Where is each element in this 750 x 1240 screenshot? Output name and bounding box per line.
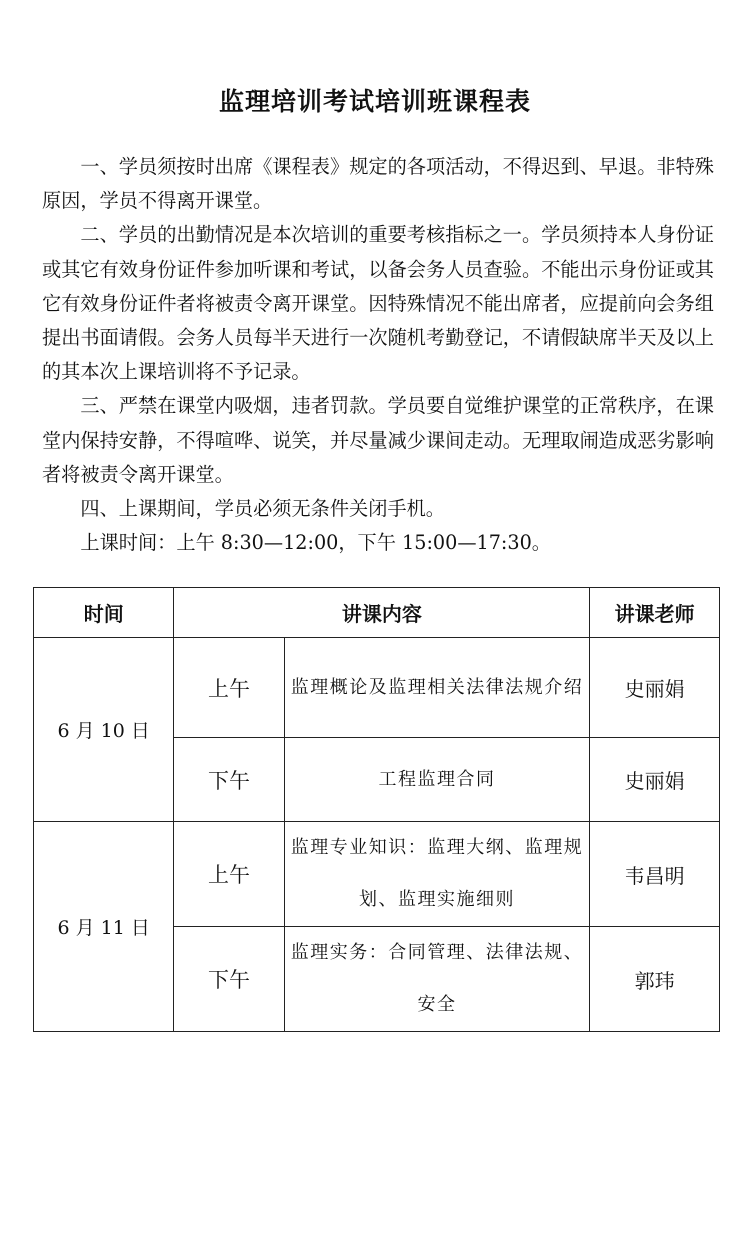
period-cell: 上午 [174,822,284,927]
page-title: 监理培训考试培训班课程表 [218,87,531,116]
table-row [34,822,720,927]
teacher-cell: 韦昌明 [590,822,720,927]
rule-attendance: 一、学员须按时出席《课程表》规定的各项活动，不得迟到、早退。非特殊原因，学员不得离开课堂。 [42,155,714,213]
content-cell: 监理专业知识：监理大纲、监理规划、监理实施细则 [284,822,590,927]
date-cell: 6 月 10 日 [34,638,174,822]
period-cell: 下午 [174,927,284,1032]
header-teacher: 讲课老师 [590,588,720,638]
table-row [34,638,720,738]
teacher-cell: 郭玮 [590,927,720,1032]
schedule-table [33,587,720,1032]
content-cell: 监理概论及监理相关法律法规介绍 [284,638,590,738]
period-cell: 下午 [174,738,284,822]
teacher-cell: 史丽娟 [590,738,720,822]
rule-checkin: 二、学员的出勤情况是本次培训的重要考核指标之一。学员须持本人身份证或其它有效身份证件参加听课和考试，以备会务人员查验。不能出示身份证或其它有效身份证件者将被责令离开课堂。因特殊情况不能出席者，应提前向会务组提出书面请假。会务人员每半天进行一次随机考勤登记，不请假缺席半天及以上的其本次上课培训将不予记录。 [42,223,714,384]
period-cell: 上午 [174,638,284,738]
teacher-cell: 史丽娟 [590,638,720,738]
header-content: 讲课内容 [174,588,590,638]
date-cell: 6 月 11 日 [34,822,174,1032]
rules-section [42,150,714,560]
content-cell: 工程监理合同 [284,738,590,822]
content-cell: 监理实务：合同管理、法律法规、安全 [284,927,590,1032]
class-hours: 上课时间：上午 8:30—12:00，下午 15:00—17:30。 [80,531,551,555]
header-time: 时间 [34,588,174,638]
table-header-row [34,588,720,638]
rule-phone: 四、上课期间，学员必须无条件关闭手机。 [80,497,445,521]
rule-conduct: 三、严禁在课堂内吸烟，违者罚款。学员要自觉维护课堂的正常秩序，在课堂内保持安静，不得喧哗、说笑，并尽量减少课间走动。无理取闹造成恶劣影响者将被责令离开课堂。 [42,394,714,486]
